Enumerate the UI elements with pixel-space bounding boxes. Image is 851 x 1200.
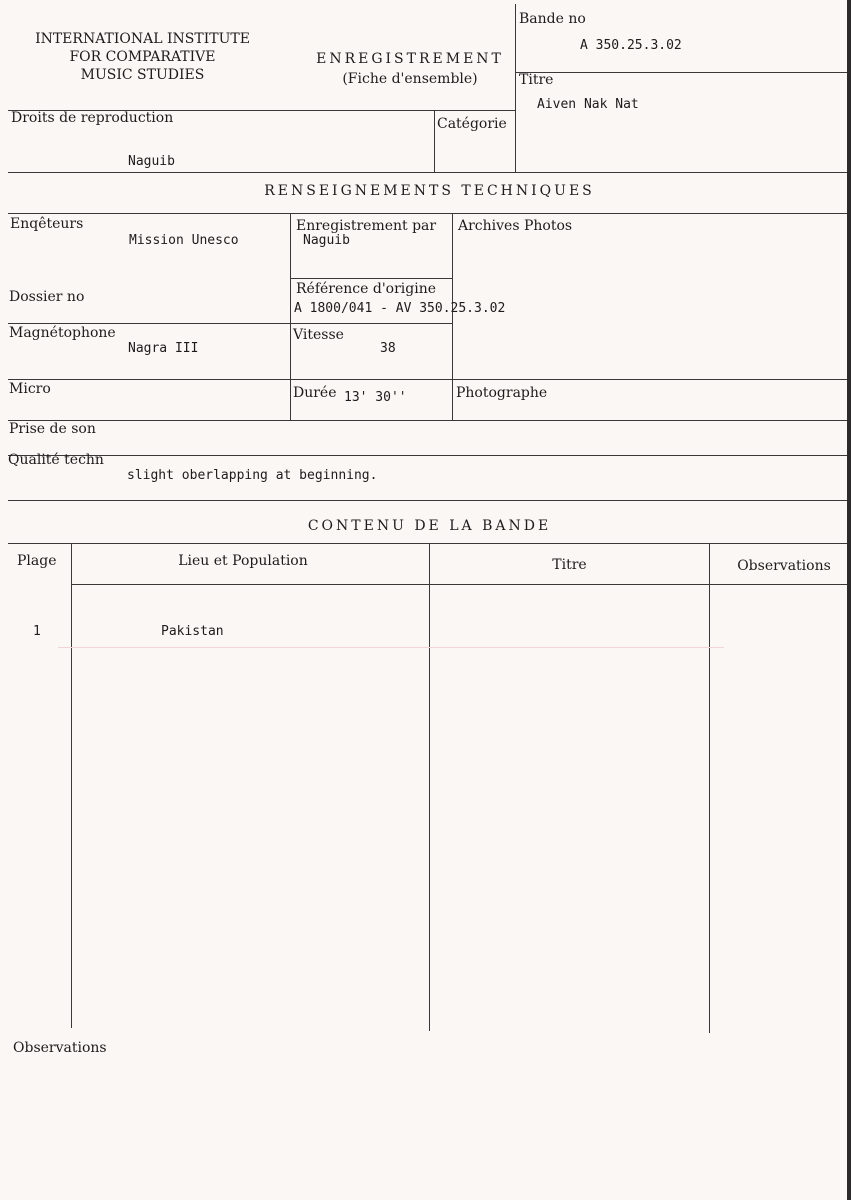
row-lieu-value: Pakistan	[161, 624, 224, 639]
enqueteurs-value: Mission Unesco	[129, 233, 239, 248]
form-subtitle: (Fiche d'ensemble)	[342, 71, 478, 87]
technical-section-title: RENSEIGNEMENTS TECHNIQUES	[264, 183, 595, 199]
contents-section-title: CONTENU DE LA BANDE	[307, 518, 552, 534]
dossier-label: Dossier no	[9, 289, 85, 305]
rule-tech-title-bottom	[8, 213, 851, 214]
enregistrement-par-label: Enregistrement par	[296, 218, 437, 234]
column-header-titre: Titre	[552, 557, 587, 573]
rule-enregistrement-bottom	[291, 278, 453, 279]
reference-label: Référence d'origine	[296, 281, 437, 297]
rule-magnetophone-bottom	[8, 379, 851, 380]
reference-value: A 1800/041 - AV 350.25.3.02	[294, 301, 506, 316]
row-plage-value: 1	[33, 624, 41, 639]
titre-value: Aiven Nak Nat	[537, 97, 639, 112]
bande-value: A 350.25.3.02	[580, 38, 682, 53]
institute-name-line2: FOR COMPARATIVE	[69, 49, 216, 65]
titre-label: Titre	[519, 72, 554, 88]
rule-table-col2	[429, 543, 430, 1031]
magnetophone-label: Magnétophone	[9, 325, 116, 341]
rule-categorie-divider	[434, 110, 435, 172]
institute-name-line3: MUSIC STUDIES	[80, 67, 205, 83]
column-header-plage: Plage	[17, 553, 57, 569]
form-title: ENREGISTREMENT	[316, 51, 504, 67]
rule-table-col1	[71, 543, 72, 1028]
droits-value: Naguib	[128, 154, 175, 169]
rule-top-header-right	[516, 72, 851, 73]
rule-dossier-bottom	[8, 323, 453, 324]
rule-header-divider	[515, 4, 516, 172]
rule-prise-bottom	[8, 455, 851, 456]
prise-de-son-label: Prise de son	[9, 421, 96, 437]
enregistrement-par-value: Naguib	[303, 233, 350, 248]
rule-qualite-bottom	[8, 500, 851, 501]
photographe-label: Photographe	[456, 385, 548, 401]
vitesse-label: Vitesse	[293, 327, 344, 343]
enqueteurs-label: Enqêteurs	[10, 216, 84, 232]
categorie-label: Catégorie	[437, 116, 507, 132]
droits-label: Droits de reproduction	[11, 110, 174, 126]
observations-label: Observations	[13, 1040, 107, 1056]
rule-table-col3	[709, 543, 710, 1033]
qualite-label: Qualité techn	[8, 452, 104, 468]
qualite-value: slight oberlapping at beginning.	[127, 468, 378, 483]
page-edge	[847, 0, 851, 1200]
faint-row-line	[58, 647, 724, 648]
column-header-lieu: Lieu et Population	[178, 553, 308, 569]
column-header-observations: Observations	[737, 558, 831, 574]
rule-rights-bottom	[8, 172, 851, 173]
micro-label: Micro	[9, 381, 51, 397]
archives-photos-label: Archives Photos	[458, 218, 573, 234]
bande-label: Bande no	[519, 11, 586, 27]
rule-tech-col1	[290, 213, 291, 420]
duree-label: Durée	[293, 385, 337, 401]
vitesse-value: 38	[380, 341, 396, 356]
institute-name-line1: INTERNATIONAL INSTITUTE	[35, 31, 250, 47]
rule-micro-bottom	[8, 420, 851, 421]
rule-table-header-bottom	[72, 584, 851, 585]
magnetophone-value: Nagra III	[128, 341, 199, 356]
duree-value: 13' 30''	[344, 390, 407, 405]
